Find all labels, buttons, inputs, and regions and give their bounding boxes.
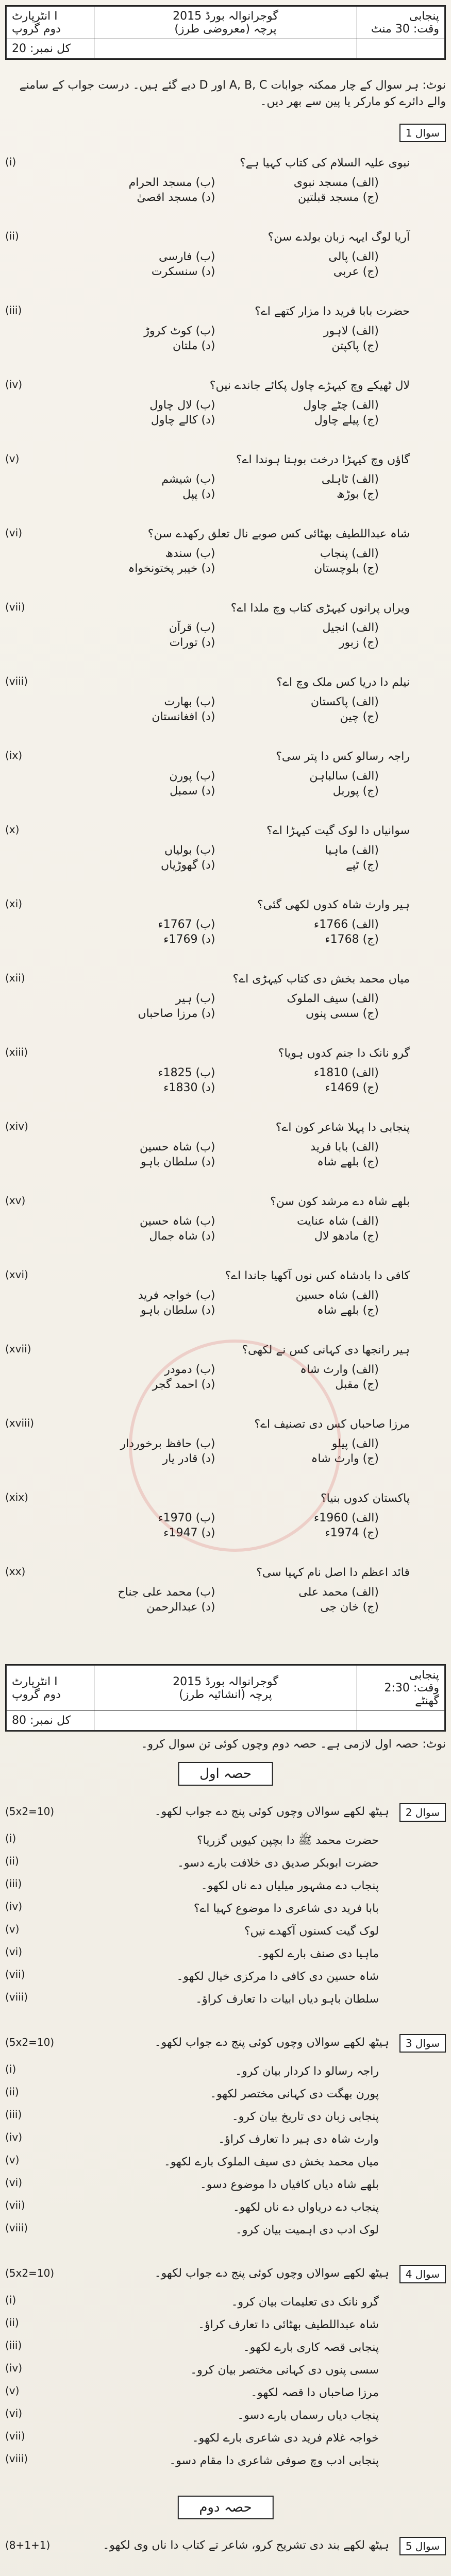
mcq-question: نیلم دا دریا کس ملک وچ اے؟ bbox=[276, 676, 410, 689]
mcq-option[interactable]: (ج) بلوچستان bbox=[314, 562, 379, 575]
mcq-number: (xiii) bbox=[5, 1046, 28, 1058]
mcq-number: (vi) bbox=[5, 527, 22, 539]
mcq-option[interactable]: (ب) 1767ء bbox=[158, 918, 215, 931]
mcq-option[interactable]: (ج) بلھے شاہ bbox=[317, 1156, 379, 1168]
mcq-question: راجہ رسالو کس دا پتر سی؟ bbox=[276, 750, 410, 763]
mcq-options bbox=[62, 325, 379, 352]
mcq-options bbox=[62, 1289, 379, 1317]
sub-item-text: پنجابی قصہ کاری بارے لکھو۔ bbox=[243, 2341, 379, 2354]
mcq-option[interactable]: (ب) ہیر bbox=[175, 992, 215, 1005]
mcq-question: آریا لوگ ایہہ زبان بولدے سن؟ bbox=[268, 231, 410, 244]
sub-item-number: (vii) bbox=[5, 2430, 25, 2442]
mcq-option[interactable]: (ب) حافظ برخوردار bbox=[120, 1437, 215, 1450]
mcq-option[interactable]: (ج) خان جی bbox=[320, 1601, 379, 1614]
sub-item-number: (vi) bbox=[5, 2407, 22, 2419]
mcq-option[interactable]: (الف) انجیل bbox=[322, 621, 379, 634]
header2-class: انٹرپارٹ I دوم گروپ bbox=[7, 1666, 94, 1711]
mcq-option[interactable]: (ب) 1970ء bbox=[158, 1512, 215, 1524]
mcq-question: نبوی علیہ السلام کی کتاب کہیا ہے؟ bbox=[240, 157, 410, 170]
mcq-option[interactable]: (ج) وارث شاہ bbox=[311, 1452, 379, 1465]
sub-item-text: پنجابی زبان دی تاریخ بیان کرو۔ bbox=[231, 2110, 379, 2123]
mcq-option[interactable]: (د) ملتان bbox=[172, 340, 215, 352]
mcq-option[interactable]: (الف) پالی bbox=[328, 250, 379, 263]
mcq-option[interactable]: (ب) کوٹ کروڑ bbox=[144, 325, 215, 337]
sub-item-number: (vii) bbox=[5, 2199, 25, 2211]
mcq-option[interactable]: (د) عبدالرحمن bbox=[146, 1601, 215, 1614]
mcq-number: (xii) bbox=[5, 972, 25, 984]
mcq-number: (ii) bbox=[5, 230, 19, 242]
mcq-option[interactable]: (د) تورات bbox=[169, 636, 215, 649]
question-3-marks: (5x2=10) bbox=[5, 2036, 55, 2048]
mcq-option[interactable]: (ج) زبور bbox=[339, 636, 379, 649]
mcq-options bbox=[62, 399, 379, 427]
question-5-text: ہیٹھ لکھے بند دی تشریح کرو، شاعر تے کتاب دا ناں وی لکھو۔ bbox=[103, 2539, 389, 2552]
sub-item-text: مرزا صاحباں دا قصہ لکھو۔ bbox=[250, 2386, 379, 2399]
mcq-options bbox=[62, 547, 379, 575]
mcq-question: شاہ عبداللطیف بھٹائی کس صوبے نال تعلق رکھدے سن؟ bbox=[147, 528, 410, 540]
mcq-number: (iii) bbox=[5, 304, 22, 316]
mcq-option[interactable]: (د) مرزا صاحباں bbox=[138, 1007, 215, 1020]
mcq-number: (vii) bbox=[5, 601, 25, 613]
mcq-option[interactable]: (ج) 1974ء bbox=[325, 1527, 379, 1539]
mcq-question: ویراں پرانوں کیہڑی کتاب وچ ملدا اے؟ bbox=[230, 602, 410, 615]
sub-item-text: وارث شاہ دی ہیر دا تعارف کراؤ۔ bbox=[218, 2133, 379, 2146]
question-4-text: ہیٹھ لکھے سوالاں وچوں کوئی پنج دے جواب لکھو۔ bbox=[154, 2267, 389, 2280]
sub-item-number: (ii) bbox=[5, 1855, 19, 1867]
sub-item-text: پنجاب دیاں رسماں بارے دسو۔ bbox=[237, 2409, 379, 2422]
mcq-option[interactable]: (ب) بھارت bbox=[164, 696, 215, 708]
sub-item-text: بابا فرید دی شاعری دا موضوع کہیا اے؟ bbox=[193, 1902, 379, 1915]
mcq-question: مرزا صاحباں کس دی تصنیف اے؟ bbox=[254, 1418, 410, 1431]
mcq-option[interactable]: (د) کالے چاول bbox=[151, 414, 215, 427]
sub-item-number: (v) bbox=[5, 1923, 20, 1935]
mcq-number: (xx) bbox=[5, 1565, 26, 1578]
mcq-number: (xvii) bbox=[5, 1343, 31, 1355]
sub-item-number: (i) bbox=[5, 1832, 16, 1844]
mcq-option[interactable]: (د) احمد گجر bbox=[152, 1378, 215, 1391]
mcq-number: (ix) bbox=[5, 749, 22, 761]
header2-board: گوجرانوالہ بورڈ 2015 پرچہ (انشائیہ طرز) bbox=[94, 1666, 357, 1711]
header2-total-marks: کل نمبر: 80 bbox=[7, 1711, 94, 1731]
mcq-option[interactable]: (الف) ٹاہلی bbox=[321, 473, 379, 486]
mcq-option[interactable]: (الف) چٹے چاول bbox=[303, 399, 379, 412]
sub-item-number: (ii) bbox=[5, 2086, 19, 2098]
mcq-option[interactable]: (ج) پیلے چاول bbox=[314, 414, 379, 427]
sub-item-text: بلھے شاہ دیاں کافیاں دا موضوع دسو۔ bbox=[199, 2178, 379, 2191]
mcq-options bbox=[62, 696, 379, 723]
sub-item-number: (ii) bbox=[5, 2316, 19, 2329]
mcq-option[interactable]: (د) سمبل bbox=[170, 785, 215, 798]
mcq-option[interactable]: (الف) ماہیا bbox=[325, 844, 379, 857]
mcq-option[interactable]: (ب) لال چاول bbox=[149, 399, 215, 412]
mcq-option[interactable]: (د) 1947ء bbox=[163, 1527, 215, 1539]
mcq-option[interactable]: (ج) پاکپتن bbox=[331, 340, 379, 352]
mcq-option[interactable]: (د) شاہ جمال bbox=[149, 1230, 215, 1243]
mcq-option[interactable]: (ج) 1469ء bbox=[325, 1081, 379, 1094]
mcq-question: لال ٹھیکے وچ کیہڑے چاول پکائے جاندے نیں؟ bbox=[209, 379, 410, 392]
mcq-option[interactable]: (د) گھوڑیاں bbox=[160, 859, 215, 872]
mcq-option[interactable]: (د) خیبر پختونخواہ bbox=[128, 562, 215, 575]
question-5-number: سوال 5 bbox=[399, 2537, 446, 2555]
mcq-option[interactable]: (ب) بولیاں bbox=[164, 844, 215, 857]
sub-item-number: (iii) bbox=[5, 1877, 22, 1890]
sub-item-text: ماہیا دی صنف بارے لکھو۔ bbox=[256, 1947, 379, 1960]
mcq-option[interactable]: (ج) مقبل bbox=[335, 1378, 379, 1391]
question-4-marks: (5x2=10) bbox=[5, 2267, 55, 2279]
mcq-option[interactable]: (الف) شاہ عنایت bbox=[297, 1215, 379, 1228]
mcq-option[interactable]: (ج) عربی bbox=[333, 265, 379, 278]
mcq-options bbox=[62, 250, 379, 278]
mcq-option[interactable]: (د) سنسکرت bbox=[151, 265, 215, 278]
question-3-number: سوال 3 bbox=[399, 2034, 446, 2053]
mcq-question: حضرت بابا فرید دا مزار کتھے اے؟ bbox=[255, 305, 410, 318]
mcq-number: (xviii) bbox=[5, 1417, 34, 1429]
mcq-option[interactable]: (ج) سسی پنوں bbox=[305, 1007, 379, 1020]
mcq-options bbox=[62, 1215, 379, 1243]
mcq-option[interactable]: (الف) پیلو bbox=[331, 1437, 379, 1450]
mcq-option[interactable]: (ج) بوڑھ bbox=[337, 488, 379, 501]
question-1-number: سوال 1 bbox=[399, 124, 446, 142]
mcq-options bbox=[62, 992, 379, 1020]
mcq-option[interactable]: (ج) بلھے شاہ bbox=[317, 1304, 379, 1317]
mcq-option[interactable]: (د) پپل bbox=[182, 488, 215, 501]
sub-item-text: گرو نانک دی تعلیمات بیان کرو۔ bbox=[231, 2296, 379, 2309]
mcq-option[interactable]: (د) قادر یار bbox=[162, 1452, 215, 1465]
mcq-option[interactable]: (الف) بابا فرید bbox=[310, 1141, 379, 1154]
sub-item-text: حضرت ابوبکر صدیق دی خلافت بارے دسو۔ bbox=[177, 1857, 379, 1870]
mcq-option[interactable]: (د) 1769ء bbox=[163, 933, 215, 946]
mcq-question: ہیر وارث شاہ کدوں لکھی گئی؟ bbox=[257, 899, 410, 911]
header-total-marks: کل نمبر: 20 bbox=[7, 39, 94, 59]
mcq-option[interactable]: (ج) چین bbox=[340, 710, 379, 723]
mcq-option[interactable]: (ب) محمد علی جناح bbox=[118, 1586, 215, 1599]
mcq-question: گاؤں وچ کیہڑا درخت بوہتا ہوندا اے؟ bbox=[236, 453, 410, 466]
part-2-heading: حصہ دوم bbox=[177, 2496, 273, 2519]
objective-note: نوٹ: ہر سوال کے چار ممکنہ جوابات A, B, C اور D دیے گئے ہیں۔ درست جواب کے سامنے والے دائرے کو مارکر یا پین سے بھر دیں۔ bbox=[19, 79, 446, 108]
mcq-question: پاکستان کدوں بنیا؟ bbox=[321, 1492, 410, 1505]
mcq-options bbox=[62, 1141, 379, 1168]
mcq-option[interactable]: (ب) شاہ حسین bbox=[139, 1141, 215, 1154]
mcq-option[interactable]: (الف) سیف الملوک bbox=[287, 992, 379, 1005]
header-subject: پنجابی وقت: 30 منٹ bbox=[357, 7, 445, 39]
sub-item-text: پنجاب دے دریاواں دے ناں لکھو۔ bbox=[232, 2201, 379, 2214]
mcq-option[interactable]: (ج) 1768ء bbox=[325, 933, 379, 946]
mcq-option[interactable]: (الف) 1810ء bbox=[313, 1066, 379, 1079]
mcq-option[interactable]: (الف) وارث شاہ bbox=[300, 1363, 379, 1376]
header-class: انٹرپارٹ I دوم گروپ bbox=[7, 7, 94, 39]
mcq-question: گرو نانک دا جنم کدوں ہویا؟ bbox=[278, 1047, 410, 1060]
sub-item-number: (viii) bbox=[5, 2222, 28, 2234]
mcq-number: (xi) bbox=[5, 897, 22, 910]
mcq-option[interactable]: (ج) مادھو لال bbox=[314, 1230, 379, 1243]
mcq-question: ہیر رانجھا دی کہانی کس نے لکھی؟ bbox=[242, 1344, 410, 1357]
mcq-option[interactable]: (ب) 1825ء bbox=[158, 1066, 215, 1079]
mcq-question: بلھے شاہ دے مرشد کون سن؟ bbox=[270, 1195, 410, 1208]
sub-item-number: (iv) bbox=[5, 2362, 22, 2374]
mcq-option[interactable]: (الف) لاہور bbox=[323, 325, 379, 337]
sub-item-number: (viii) bbox=[5, 2452, 28, 2465]
sub-item-text: پنجابی ادب وچ صوفی شاعری دا مقام دسو۔ bbox=[169, 2454, 379, 2467]
mcq-option[interactable]: (الف) پاکستان bbox=[310, 696, 379, 708]
mcq-option[interactable]: (الف) 1766ء bbox=[313, 918, 379, 931]
mcq-option[interactable]: (الف) سالباہن bbox=[309, 770, 379, 783]
mcq-options bbox=[62, 1066, 379, 1094]
mcq-option[interactable]: (ب) شیشم bbox=[161, 473, 215, 486]
mcq-options bbox=[62, 918, 379, 946]
sub-item-number: (v) bbox=[5, 2154, 20, 2166]
mcq-option[interactable]: (ب) قرآن bbox=[169, 621, 215, 634]
sub-item-text: میاں محمد بخش دی سیف الملوک بارے لکھو۔ bbox=[163, 2156, 379, 2168]
mcq-options bbox=[62, 176, 379, 204]
sub-item-number: (v) bbox=[5, 2384, 20, 2397]
question-2-number: سوال 2 bbox=[399, 1803, 446, 1822]
question-5-marks: (8+1+1) bbox=[5, 2539, 51, 2551]
mcq-option[interactable]: (ج) مسجد قبلتین bbox=[298, 191, 379, 204]
sub-item-number: (vi) bbox=[5, 1945, 22, 1958]
sub-item-number: (vii) bbox=[5, 1968, 25, 1980]
mcq-question: کافی دا بادشاہ کس نوں آکھیا جاندا اے؟ bbox=[225, 1269, 410, 1282]
subjective-header bbox=[5, 1664, 446, 1732]
mcq-option[interactable]: (ب) پورن bbox=[169, 770, 215, 783]
mcq-number: (x) bbox=[5, 823, 20, 836]
sub-item-text: لوک گیت کسنوں آکھدے نیں؟ bbox=[244, 1925, 379, 1938]
mcq-number: (v) bbox=[5, 452, 20, 465]
subjective-note: نوٹ: حصہ اول لازمی ہے۔ حصہ دوم وچوں کوئی تن سوال کرو۔ bbox=[141, 1738, 446, 1751]
mcq-options bbox=[62, 473, 379, 501]
watermark-seal bbox=[129, 1340, 341, 1552]
mcq-option[interactable]: (ج) ٹپے bbox=[345, 859, 379, 872]
mcq-options bbox=[62, 844, 379, 872]
sub-item-text: لوک ادب دی اہمیت بیان کرو۔ bbox=[235, 2224, 379, 2236]
header2-subject: پنجابی وقت: 2:30 گھنٹے bbox=[357, 1666, 445, 1711]
question-2-marks: (5x2=10) bbox=[5, 1805, 55, 1818]
sub-item-text: پنجاب دے مشہور میلیاں دے ناں لکھو۔ bbox=[201, 1879, 379, 1892]
sub-item-text: شاہ حسین دی کافی دا مرکزی خیال لکھو۔ bbox=[176, 1970, 379, 1983]
sub-item-number: (iv) bbox=[5, 2131, 22, 2143]
sub-item-number: (i) bbox=[5, 2294, 16, 2306]
mcq-number: (xix) bbox=[5, 1491, 28, 1503]
mcq-number: (xv) bbox=[5, 1194, 26, 1207]
mcq-option[interactable]: (الف) پنجاب bbox=[320, 547, 379, 560]
mcq-option[interactable]: (الف) شاہ حسین bbox=[295, 1289, 379, 1302]
mcq-option[interactable]: (ب) سندھ bbox=[165, 547, 215, 560]
mcq-option[interactable]: (ج) پوربل bbox=[332, 785, 379, 798]
mcq-question: سوانیاں دا لوک گیت کیہڑا اے؟ bbox=[266, 824, 410, 837]
mcq-number: (viii) bbox=[5, 675, 28, 687]
mcq-option[interactable]: (ب) خواجہ فرید bbox=[138, 1289, 215, 1302]
mcq-option[interactable]: (د) مسجد اقصیٰ bbox=[137, 191, 215, 204]
sub-item-text: سلطان باہو دیاں ابیات دا تعارف کراؤ۔ bbox=[195, 1993, 379, 2006]
mcq-option[interactable]: (الف) 1960ء bbox=[313, 1512, 379, 1524]
part-1-heading: حصہ اول bbox=[178, 1762, 273, 1786]
mcq-option[interactable]: (ب) مسجد الحرام bbox=[128, 176, 215, 189]
mcq-options bbox=[62, 1586, 379, 1614]
objective-header bbox=[5, 5, 446, 60]
mcq-option[interactable]: (د) سلطان باہو bbox=[140, 1304, 215, 1317]
sub-item-number: (iii) bbox=[5, 2339, 22, 2351]
mcq-option[interactable]: (د) افغانستان bbox=[152, 710, 215, 723]
mcq-option[interactable]: (د) 1830ء bbox=[163, 1081, 215, 1094]
header-board: گوجرانوالہ بورڈ 2015 پرچہ (معروضی طرز) bbox=[94, 7, 357, 39]
sub-item-text: راجہ رسالو دا کردار بیان کرو۔ bbox=[235, 2065, 379, 2078]
mcq-number: (xvi) bbox=[5, 1268, 28, 1281]
sub-item-text: حضرت محمد ﷺ دا بچپن کیویں گزریا؟ bbox=[196, 1834, 379, 1847]
sub-item-number: (viii) bbox=[5, 1991, 28, 2003]
sub-item-number: (iv) bbox=[5, 1900, 22, 1912]
sub-item-number: (i) bbox=[5, 2063, 16, 2075]
question-3-text: ہیٹھ لکھے سوالاں وچوں کوئی پنج دے جواب لکھو۔ bbox=[154, 2036, 389, 2049]
mcq-option[interactable]: (ب) شاہ حسین bbox=[139, 1215, 215, 1228]
mcq-number: (xiv) bbox=[5, 1120, 28, 1132]
mcq-option[interactable]: (د) سلطان باہو bbox=[140, 1156, 215, 1168]
mcq-question: قائد اعظم دا اصل نام کہیا سی؟ bbox=[256, 1566, 410, 1579]
mcq-option[interactable]: (الف) مسجد نبوی bbox=[293, 176, 379, 189]
mcq-question: پنجابی دا پہلا شاعر کون اے؟ bbox=[275, 1121, 410, 1134]
mcq-number: (i) bbox=[5, 156, 16, 168]
mcq-number: (iv) bbox=[5, 378, 22, 391]
sub-item-text: سسی پنوں دی کہانی مختصر بیان کرو۔ bbox=[190, 2364, 379, 2377]
sub-item-text: پورن بھگت دی کہانی مختصر لکھو۔ bbox=[210, 2088, 379, 2100]
question-2-text: ہیٹھ لکھے سوالاں وچوں کوئی پنج دے جواب لکھو۔ bbox=[154, 1805, 389, 1818]
sub-item-number: (iii) bbox=[5, 2108, 22, 2121]
mcq-option[interactable]: (الف) محمد علی bbox=[298, 1586, 379, 1599]
question-4-number: سوال 4 bbox=[399, 2265, 446, 2283]
mcq-options bbox=[62, 770, 379, 798]
sub-item-text: شاہ عبداللطیف بھٹائی دا تعارف کراؤ۔ bbox=[198, 2318, 379, 2331]
mcq-option[interactable]: (ب) دمودر bbox=[164, 1363, 215, 1376]
mcq-options bbox=[62, 621, 379, 649]
sub-item-number: (vi) bbox=[5, 2176, 22, 2189]
mcq-question: میاں محمد بخش دی کتاب کیہڑی اے؟ bbox=[232, 973, 410, 986]
sub-item-text: خواجہ غلام فرید دی شاعری بارے لکھو۔ bbox=[192, 2432, 379, 2445]
mcq-option[interactable]: (ب) فارسی bbox=[159, 250, 215, 263]
